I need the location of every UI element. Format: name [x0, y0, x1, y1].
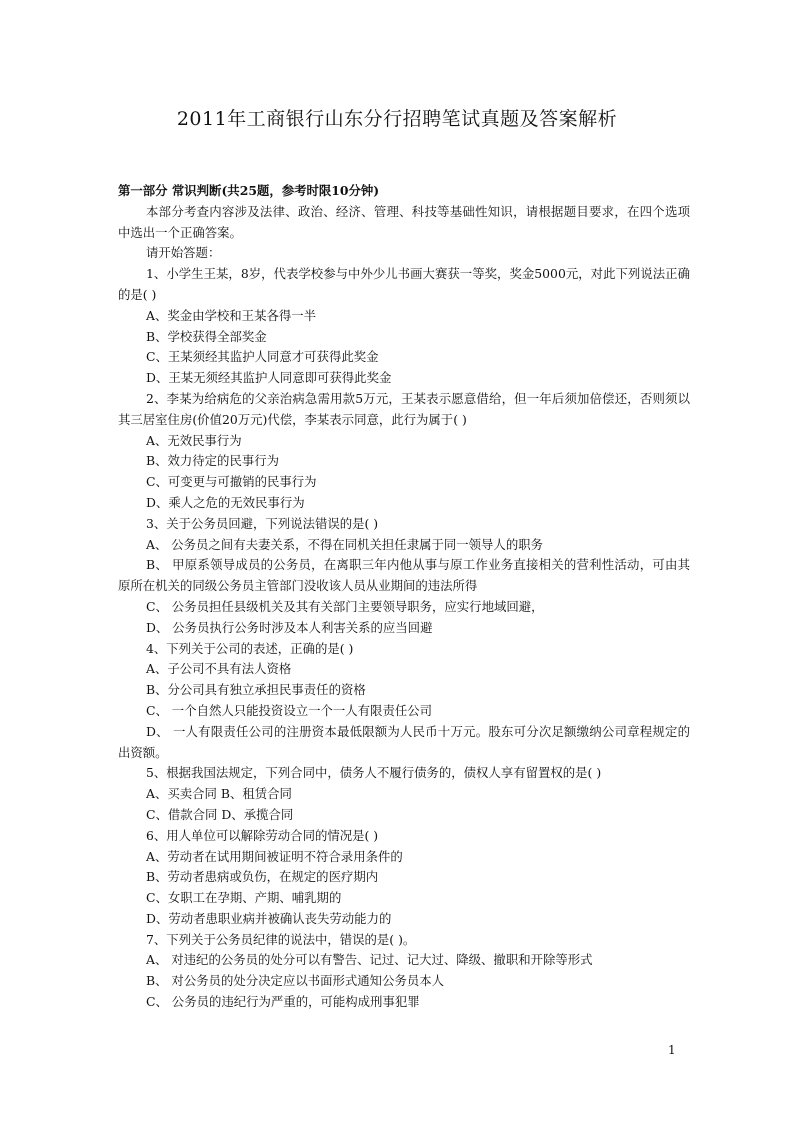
question-option: B、劳动者患病或负伤，在规定的医疗期内: [146, 869, 379, 885]
question-option: C、王某须经其监护人同意才可获得此奖金: [146, 349, 379, 365]
question-option: A、买卖合同 B、租赁合同: [146, 786, 292, 802]
question-option: C、 公务员担任县级机关及其有关部门主要领导职务，应实行地域回避，: [146, 598, 544, 614]
question-option: C、 公务员的违纪行为严重的，可能构成刑事犯罪: [146, 994, 420, 1010]
question-stem: 3、关于公务员回避，下列说法错误的是( ): [146, 515, 379, 531]
question-stem: 6、用人单位可以解除劳动合同的情况是( ): [146, 827, 379, 843]
page-number: 1: [668, 1043, 676, 1057]
question-option: A、 公务员之间有夫妻关系，不得在同机关担任隶属于同一领导人的职务: [146, 536, 543, 552]
question-option: B、学校获得全部奖金: [146, 328, 267, 344]
question-option: D、王某无须经其监护人同意即可获得此奖金: [146, 370, 392, 386]
question-option: A、子公司不具有法人资格: [146, 661, 292, 677]
question-option: D、乘人之危的无效民事行为: [146, 494, 305, 510]
question-option: D、 公务员执行公务时涉及本人利害关系的应当回避: [146, 619, 433, 635]
question-stem: 5、根据我国法规定，下列合同中，债务人不履行债务的，债权人享有留置权的是( ): [146, 765, 602, 781]
section-heading: 第一部分 常识判断(共25题，参考时限10分钟): [118, 183, 380, 198]
question-stem: 1、小学生王某，8岁，代表学校参与中外少儿书画大赛获一等奖，奖金5000元，对此下列说法正确的是( ): [118, 266, 690, 302]
question-option: B、分公司具有独立承担民事责任的资格: [146, 682, 366, 698]
question-option: A、劳动者在试用期间被证明不符合录用条件的: [146, 848, 403, 864]
question-option: B、 甲原系领导成员的公务员，在离职三年内他从事与原工作业务直接相关的营利性活动，可由其原所在机关的同级公务员主管部门没收该人员从业期间的违法所得: [118, 557, 690, 594]
question-option: B、 对公务员的处分决定应以书面形式通知公务员本人: [146, 973, 445, 989]
section-intro: 本部分考查内容涉及法律、政治、经济、管理、科技等基础性知识，请根据题目要求，在四个选项中选出一个正确答案。: [118, 203, 690, 240]
question-option: B、效力待定的民事行为: [146, 453, 280, 469]
question-stem: 4、下列关于公司的表述，正确的是( ): [146, 640, 354, 656]
question-option: A、无效民事行为: [146, 432, 242, 448]
question-option: D、劳动者患职业病并被确认丧失劳动能力的: [146, 910, 392, 926]
question-option: C、借款合同 D、承揽合同: [146, 806, 294, 822]
question-option: A、 对违纪的公务员的处分可以有警告、记过、记大过、降级、撤职和开除等形式: [146, 952, 593, 968]
question-stem: 2、李某为给病危的父亲治病急需用款5万元，王某表示愿意借给，但一年后须加倍偿还，否则须以其三居室住房(价值20万元)代偿，李某表示同意，此行为属于( ): [118, 390, 690, 427]
question-option: A、奖金由学校和王某各得一半: [146, 307, 317, 323]
question-option: C、可变更与可撤销的民事行为: [146, 474, 317, 490]
document-body: [118, 181, 690, 1013]
document-title: 2011年工商银行山东分行招聘笔试真题及答案解析: [176, 108, 618, 130]
question-option: C、 一个自然人只能投资设立一个一人有限责任公司: [146, 702, 433, 718]
question-option: D、 一人有限责任公司的注册资本最低限额为人民币十万元。股东可分次足额缴纳公司章程规定的出资额。: [118, 723, 690, 760]
question-option: C、女职工在孕期、产期、哺乳期的: [146, 890, 342, 906]
question-stem: 7、下列关于公务员纪律的说法中，错误的是( )。: [146, 931, 416, 947]
start-instruction: 请开始答题：: [146, 245, 221, 261]
